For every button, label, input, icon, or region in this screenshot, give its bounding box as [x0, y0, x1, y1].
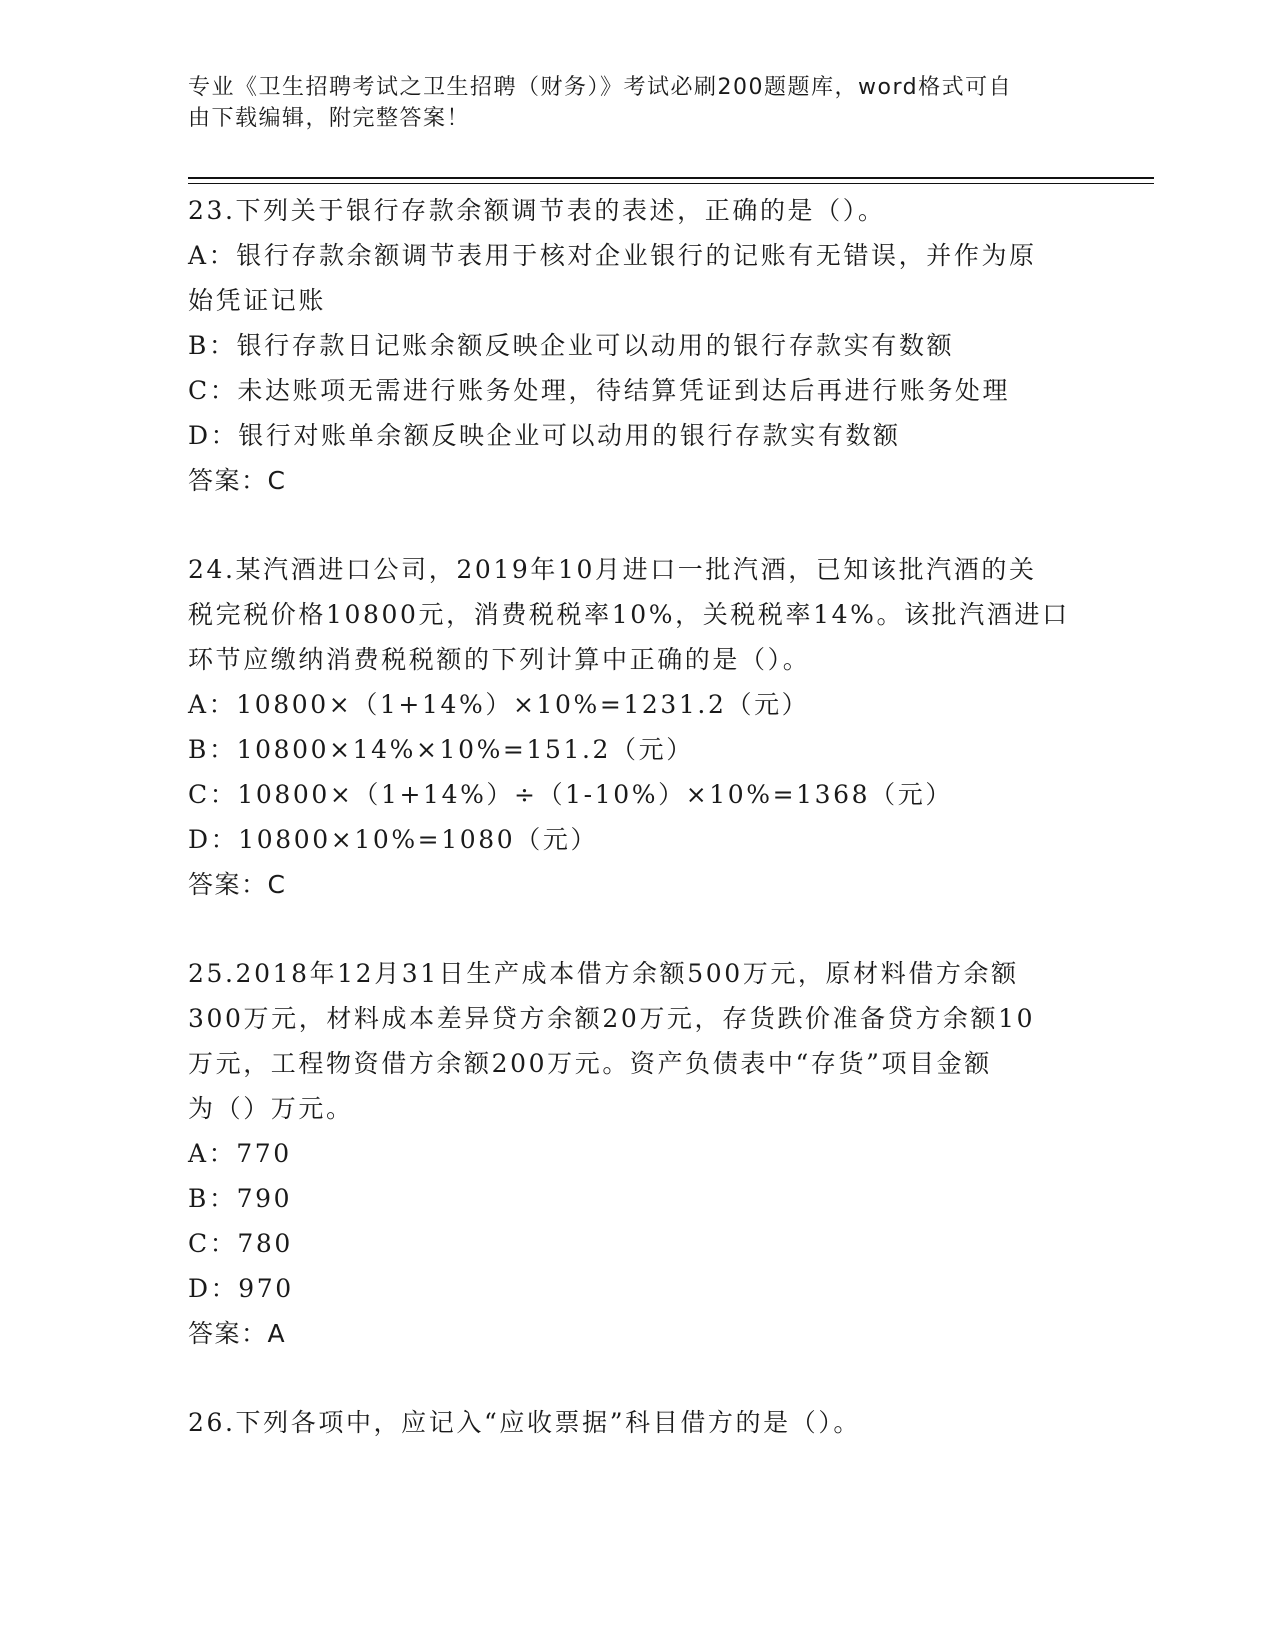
- header-divider-thin: [188, 183, 1154, 184]
- answer-key: 答案：C: [188, 466, 287, 495]
- question-stem: [188, 1400, 1088, 1445]
- document-header: [188, 72, 1068, 134]
- answer-option: [188, 323, 1088, 368]
- answer-option: [188, 727, 1088, 772]
- answer-key: 答案：A: [188, 1319, 287, 1348]
- answer-option-line: D：970: [188, 1274, 294, 1303]
- question-stem-line: 25.2018年12月31日生产成本借方余额500万元，原材料借方余额: [188, 959, 1019, 988]
- answer-option: [188, 1131, 1088, 1176]
- question-stem-line: 税完税价格10800元，消费税税率10%，关税税率14%。该批汽酒进口: [188, 600, 1070, 629]
- question-stem-line: 为（）万元。: [188, 1094, 354, 1123]
- question-stem-line: 万元，工程物资借方余额200万元。资产负债表中“存货”项目金额: [188, 1049, 992, 1078]
- question-item: [188, 188, 1088, 503]
- header-line-2: 由下载编辑，附完整答案！: [188, 106, 471, 131]
- question-stem-line: 300万元，材料成本差异贷方余额20万元，存货跌价准备贷方余额10: [188, 1004, 1036, 1033]
- answer-option: [188, 368, 1088, 413]
- answer-option-line: C：未达账项无需进行账务处理，待结算凭证到达后再进行账务处理: [188, 376, 1011, 405]
- answer-option-line: A：10800×（1+14%）×10%=1231.2（元）: [188, 690, 810, 719]
- answer-option-line: C：10800×（1+14%）÷（1-10%）×10%=1368（元）: [188, 780, 953, 809]
- answer-option: [188, 1176, 1088, 1221]
- header-divider-thick: [188, 177, 1154, 179]
- answer-option-line: D：10800×10%=1080（元）: [188, 825, 599, 854]
- answer-option: [188, 413, 1088, 458]
- answer-option: [188, 1221, 1088, 1266]
- answer-option-line: A：银行存款余额调节表用于核对企业银行的记账有无错误，并作为原: [188, 241, 1037, 270]
- answer-option-line: B：银行存款日记账余额反映企业可以动用的银行存款实有数额: [188, 331, 955, 360]
- answer-option: [188, 233, 1088, 323]
- answer-option-line: A：770: [188, 1139, 292, 1168]
- question-stem-line: 26.下列各项中，应记入“应收票据”科目借方的是（）。: [188, 1408, 862, 1437]
- answer-option: [188, 1266, 1088, 1311]
- answer-option-line: B：790: [188, 1184, 293, 1213]
- question-item: [188, 1400, 1088, 1445]
- header-line-1: 专业《卫生招聘考试之卫生招聘（财务）》考试必刷200题题库，word格式可自: [188, 75, 1013, 100]
- question-item: [188, 951, 1088, 1356]
- question-item: [188, 547, 1088, 907]
- answer-option-line: 始凭证记账: [188, 286, 327, 315]
- answer-key: 答案：C: [188, 870, 287, 899]
- answer-option-line: C：780: [188, 1229, 293, 1258]
- answer-option-line: D：银行对账单余额反映企业可以动用的银行存款实有数额: [188, 421, 901, 450]
- answer-option: [188, 682, 1088, 727]
- question-stem: [188, 188, 1088, 233]
- answer-option: [188, 817, 1088, 862]
- question-stem-line: 环节应缴纳消费税税额的下列计算中正确的是（）。: [188, 645, 811, 674]
- question-stem: [188, 951, 1088, 1131]
- question-stem-line: 23.下列关于银行存款余额调节表的表述，正确的是（）。: [188, 196, 886, 225]
- answer-option-line: B：10800×14%×10%=151.2（元）: [188, 735, 694, 764]
- question-list: [188, 188, 1088, 1489]
- question-stem-line: 24.某汽酒进口公司，2019年10月进口一批汽酒，已知该批汽酒的关: [188, 555, 1037, 584]
- question-stem: [188, 547, 1088, 682]
- answer-option: [188, 772, 1088, 817]
